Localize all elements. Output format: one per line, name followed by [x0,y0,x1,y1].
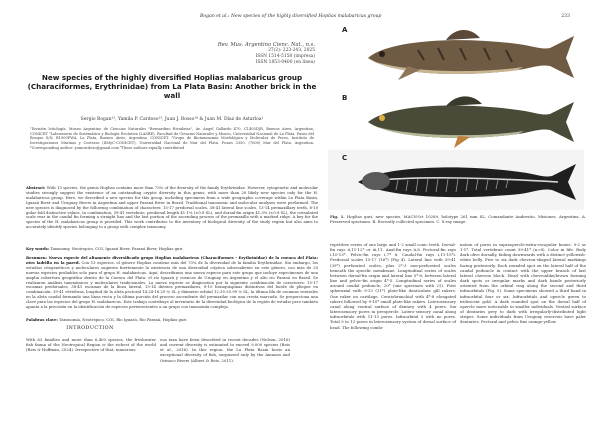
journal-name: Rev. Mus. Argentino Cienc. Nat., n.s. [217,42,315,48]
figure-panel-c [328,150,584,210]
dorsal-fin [446,30,480,40]
fish-preserved-image [328,22,584,90]
panel-label-c: C [342,154,348,162]
fish-fresh-image [328,90,584,150]
figure-panel-a [328,22,584,90]
journal-volume: 27(2): 223-243, 2025 [268,48,315,53]
body-col4: nation of pores in supraopercle-extra-escapular bones: 9-2 or 1-1*. Total vertebrae count 39-41* (n=8). Color in life. Body dark olive dorsally, fading downwards with a distinct yellowish-white belly. Five to six dark chevron-shaped lateral markings facing posteriorly. Each rounded spot on the lateral half of the caudal peduncle in contact with the upper branch of last lateral chevron block. Head with chevronlike/brown forming dark spots or irregular marks and dark bands posteriorly oriented from the orbital ring along the second and third infraorbitals (Fig. 5). Some specimens showed a third band in infraorbital four or six. Infraorbitals and opercle green to iridescent gold. A dark rounded spot on the dorsal half of opercle more noticeable in smaller individuals. Ventral surface of dentaries grey to dark with irregularly-distributed light stripes. Some individuals from Uruguay reservoir have paler dentaries. Pectoral and pelvic fins orange-yellow [460,242,586,325]
palabras-clave-label: Palabras clave: [26,317,58,322]
journal-issn-print: ISSN 1514-5158 (impresa) [255,54,315,59]
abstract-label: Abstract: [26,185,46,190]
fish-eye [379,51,385,57]
panel-label-a: A [342,26,348,34]
fish-xray-image [328,150,584,210]
palabras-clave-text: Taxonomía, Neotrópico, COI, Río Iguazú, Río Paraná, Hoplias guri [59,317,187,322]
abstract [26,186,318,230]
xray-body [358,164,576,200]
figure-1 [328,22,584,212]
affiliations: ¹División Ictiología, Museo Argentino de Ciencias Naturales "Bernardino Rivadavia", Av. Ángel Gallardo 470, C1405DJR, Buenos Aires, Argentina; CONICET ²Laboratorio de Sistemática y Biología Evolutiva (LASBE), Facultad de Ciencias Naturales y Museo, Universidad Nacional de La Plata, Paseo del Bosque S/N, B1900FWA, La Plata, Buenos Aires, Argentina. CONICET. ³Grupo de Biotaxonomía Morfológica y Molecular de Peces, Instituto de Investigaciones Marinas y Costeras (IIMyC-CONICET), Universidad Nacional de Mar del Plata, Funes 3350, (7600) Mar del Plata, Argentina. *Corresponding author: yamcardoso@gmail.com ⁴These authors equally contributed [30,127,314,150]
figure-caption [330,214,586,224]
authors: Sergio Bogan¹², Yamila P. Cardoso¹³, Juan J. Rosso¹⁴ & Juan M. Díaz de Astarloa¹ [80,117,264,122]
keywords-text: Taxonomy, Neotropics, COI, Iguazú River, Paraná River, Hoplias guri [50,246,183,251]
page-number: 233 [561,14,570,19]
running-head-text: Bogan et al.: New species of the highly diversified Hoplias malabaricus group [200,14,382,19]
figure-caption-label: Fig. 1. [330,214,345,219]
resumen-text: Con 13 especies, el género Hoplias contiene más del 73% de la diversidad de la familia Erythrinidae. Sin embargo, los estudios citogenéticos y moleculares sugieren fuertemente la existencia de una diversidad críptica sobresaliente en este género, con más de 20 nuevas especies probables solo para el grupo H. malabaricus. Aquí, describimos una nueva especie para este grupo que incluye especímenes de una amplia cobertura geográfica dentro de la Cuenca del Plata: el río Iguazú y cuencas de Uruguay en Argentina y el alto río Paraná en Brasil. Se realizaron análisis taxonómicos y moleculares tradicionales. La nueva especie se diagnostica por la siguiente combinación de caracteres: 15-17 escamas predorsales, 38-41 escamas de la línea lateral, 13-14 dientes premaxilares, 8-10 branquispinas distintivas del borde de pliegue en combinación: 39-41 vértebras, longitud de la aleta pectoral 14.24-18.29 % SL y diámetro orbital 12.35-20.99 % SL, la última fila de escamas ventrales en la aleta caudal formando una línea recta y la última porción del proceso ascendente del premaxilar con una cresta marcada. Se proporciona una clave para las especies del grupo H. malabaricus. Este trabajo contribuye al inventario de la diversidad biológica de la región de estudio pero también apunta a la precisión en la identificación de especies pertenecientes a un grupo con taxonomía compleja. [26,259,318,310]
introduction-col1: With 63 families and more than 6,400 species, the freshwater fish fauna of the Neotropical Region is the richest of the world (Reis & Hoffman, 2024). Irrespective of that, numerous [26,337,156,353]
panel-label-b: B [342,94,348,102]
dorsal-fin [446,96,482,106]
xray-skull [362,172,390,190]
abstract-text: With 13 species, the genus Hoplias contains more than 73% of the diversity of the family Erythrinidae. However, cytogenetic and molecular studies strongly suggest the existence of an outstanding cryptic diversity in this genus, with more than 20 likely new species only for the H. malabaricus group. Here, we described a new species for this group, including specimens from a wide geographic coverage within La Plata Basin, Iguazú River and Uruguay Rivers in Argentina and upper Paraná River in Brazil. Traditional taxonomic and molecular analyses were performed. The new species is diagnosed by the following combination of characters: 15-17 predorsal scales, 38-41 lateral line scales, 13-14 premaxillary teeth, 8-10 gular fold distinctive values. In combination, 39-41 vertebrae, predorsal length 41.1% (±0.8 SL), and dorsal-fin origin 41.3% (±0.8 SL), the crenulated scale rear in the caudal fin forming a straight line and the last portion of the ascending process of the premaxilla with a marked ridge. A key for the species of the H. malabaricus group is provided. This work contributes to the inventory of biological diversity of the study region but also aims to accurately identify species belonging to a group with complex taxonomy. [26,185,318,230]
body-col3: repetitive series of one large and 1-2 small conic teeth. Dorsal-fin rays ii,11-12* or iii,11. Anal-fin rays ii,8. Pectoral-fin rays i,10-13*. Pelvic-fin rays i,7* 8. Caudal-fin rays i,11-15*i. Predorsal scales 15-17 (16*) (Fig 4). Lateral line with 39-41 (39*) perforated scales, plus 2*-3 non-perforated scales beneath the specific membrane. Longitudinal series of scales between dorsal-fin origin and lateral line 5*-6; between lateral line and pelvic-fin origin 4*-5. Longitudinal series of scales around caudal peduncle, 20* (one specimen with 21). First spheraxial with 9-13 (11*) plate-like denticulate gill rakers. One raker on cartilage. Ceratobranchial with 4*-8 elongated rakers followed by 9-10* small plate-like rakers. Laterosensory canal along ventral surface of dentary with 4 pores. Six laterosensory pores in preopercle. Latero-sensory canal along infraorbitals with 11-13 pores. Infraorbital 5 with no pores. Total 9 to 12 pores in laterosensory system of dorsal surface of head. The following combi- [330,242,456,330]
resumen-label: Resumen: Nueva especie del altamente diversificado grupo Hoplias malabaricus (Characiformes - Erythrinidae) de la cuenca del Plata: otro ladrillo en la pared. [26,255,318,265]
running-head [200,14,570,19]
journal-info [150,42,315,66]
figure-panel-b [328,90,584,150]
resumen [26,256,318,310]
introduction-heading: INTRODUCTION [66,326,114,331]
paper-title: New species of the highly diversified Hoplias malabaricus group (Characiformes, Erythrinidae) from La Plata Basin: Another brick in the wall [27,73,317,101]
palabras-clave [26,317,318,322]
journal-issn-online: ISSN 1853-0400 (en línea) [255,60,315,65]
fish-eye [379,115,385,121]
figure-caption-text: Hoplias guri, new species, MACN-Ict 10289, holotype 261 mm SL, Comandante Andresito, Misiones, Argentina. A. Preserved specimen. B. Recently collected specimen. C. X-ray image. [330,214,586,224]
keywords [26,246,318,251]
introduction-col2: ous taxa have been described in recent decades (Nelson, 2016) and current diversity is estimated to exceed 9,000 species (Reis et al., 2016). In this region, the La Plata Basin hosts an exceptional diversity of fish, surpassed only by the Amazon and Orinoco Rivers (Albert & Reis, 2011). [160,337,290,363]
keywords-label: Key words: [26,246,50,251]
